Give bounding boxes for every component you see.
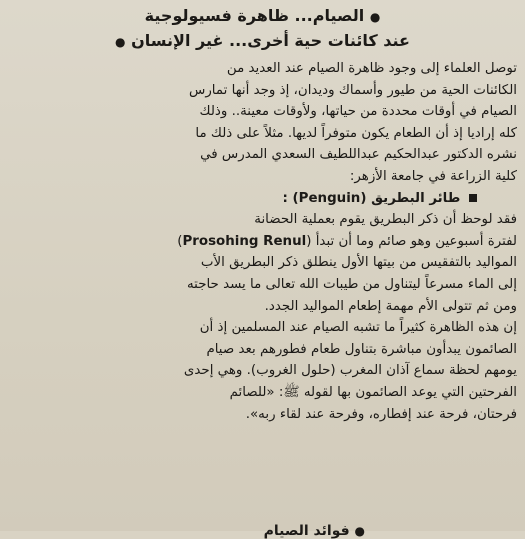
section-heading-text: طائر البطريق xyxy=(371,190,461,206)
text-line: فقد لوحظ أن ذكر البطريق يقوم بعملية الحضانة xyxy=(254,212,517,228)
text-line: المواليد بالتفقيس من بيتها الأول ينطلق ذكر البطريق الأب xyxy=(200,255,517,271)
latin-term: Penguin xyxy=(298,190,361,206)
bullet-icon: ● xyxy=(115,35,126,49)
text-line: كله إراديا إذ أن الطعام يكون متوفراً لديها. مثلاً على ذلك ما xyxy=(195,125,517,141)
penguin-paragraph xyxy=(8,209,517,425)
cut-off-heading: ● فوائد الصيام xyxy=(263,523,365,539)
text-line: إلى الماء مسرعاً ليتناول من طيبات الله تعالى ما يسد حاجته xyxy=(186,276,517,292)
intro-paragraph xyxy=(8,58,517,188)
text-line: الفرحتين التي يوعد الصائمون بها لقوله ﷺ: «للصائم xyxy=(229,384,517,400)
headline xyxy=(8,4,517,29)
square-bullet-icon xyxy=(469,194,477,202)
text-line: كلية الزراعة في جامعة الأزهر: xyxy=(349,168,517,184)
latin-term: Prosohing Renul xyxy=(182,233,307,249)
headline-line-2: عند كائنات حية أخرى... غير الإنسان xyxy=(131,31,410,50)
text-line: إن هذه الظاهرة كثيراً ما تشبه الصيام عند المسلمين إذ أن xyxy=(199,320,517,336)
bullet-icon: ● xyxy=(369,10,381,24)
text-line: الكائنات الحية من طيور وأسماك وديدان، إذ وجد أنها تمارس xyxy=(189,82,517,98)
section-heading: طائر البطريق (Penguin) : xyxy=(8,188,517,210)
text-line: لفترة أسبوعين وهو صائم وما أن تبدأ (Prosohing Renul) xyxy=(177,233,517,249)
text-line: نشره الدكتور عبدالحكيم عبداللطيف السعدي المدرس في xyxy=(200,147,517,163)
bullet-icon: ● xyxy=(354,524,365,538)
text-line: الصيام في أوقات محددة من حياتها، ولأوقات معينة.. وذلك xyxy=(199,104,517,120)
text-line: يومهم لحظة سماع آذان المغرب (حلول الغروب). وهي إحدى xyxy=(183,363,517,379)
headline-2 xyxy=(8,29,517,54)
headline-line-1: الصيام... ظاهرة فسيولوجية xyxy=(144,6,365,25)
text-line: فرحتان، فرحة عند إفطاره، وفرحة عند لقاء ربه». xyxy=(245,406,517,422)
text-line: ومن ثم تتولى الأم مهمة إطعام المواليد الجدد. xyxy=(264,298,517,314)
text-line: توصل العلماء إلى وجود ظاهرة الصيام عند العديد من xyxy=(226,61,517,76)
text-line: الصائمون يبدأون مباشرة بتناول طعام فطورهم بعد صيام xyxy=(206,341,517,357)
